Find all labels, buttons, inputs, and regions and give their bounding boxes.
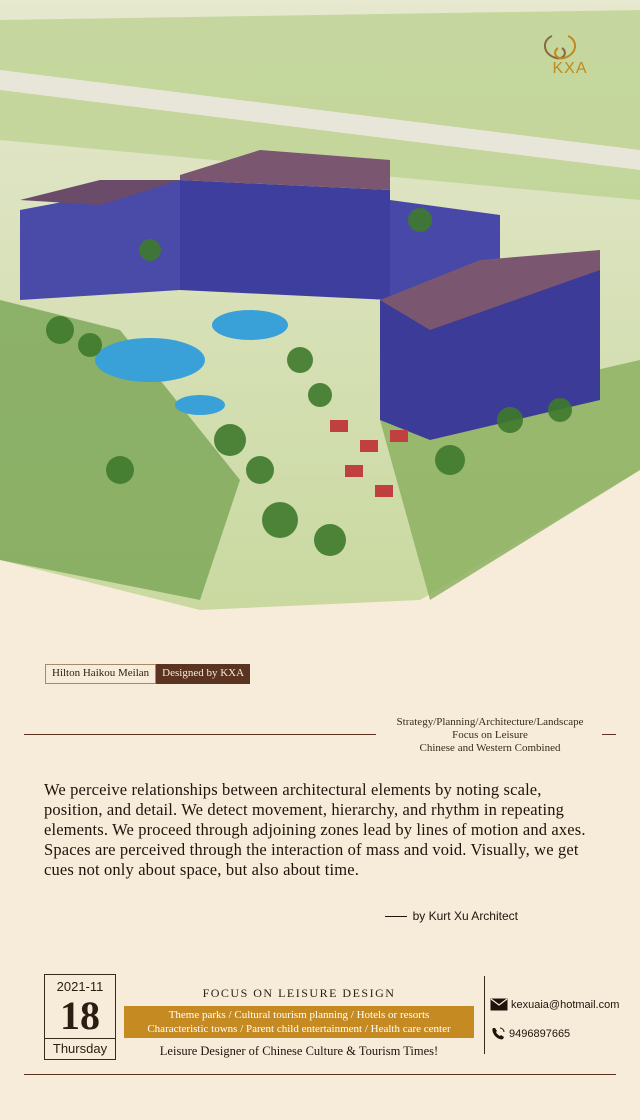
- services-line-2: Characteristic towns / Parent child entertainment / Health care center: [147, 1023, 451, 1035]
- strategy-line-1: Strategy/Planning/Architecture/Landscape: [396, 716, 584, 728]
- quote-text: We perceive relationships between architectural elements by noting scale, position, and detail. We detect movement, hierarchy, and rhythm in repeating elements. We proceed through adjoining zones lead by lines of motion and axes. Spaces are perceived through the interaction of mass and void. Visually, we get cues not only about space, but also about time.: [44, 780, 586, 879]
- bottom-divider: [24, 1074, 616, 1075]
- strategy-block: [370, 716, 610, 755]
- date-year-month: 2021-11: [56, 979, 104, 994]
- contact-divider: [484, 976, 485, 1054]
- focus-title: FOCUS ON LEISURE DESIGN: [202, 986, 396, 1000]
- phone-text: 9496897665: [509, 1028, 571, 1040]
- brand-logo: [540, 32, 600, 78]
- focus-services: [124, 1006, 474, 1038]
- date-day: 18: [60, 993, 100, 1038]
- logo-text: KXA: [552, 60, 588, 77]
- services-line-1: Theme parks / Cultural tourism planning / Hotels or resorts: [168, 1009, 430, 1021]
- quote-author: [385, 909, 518, 923]
- phone-contact[interactable]: [490, 1026, 570, 1042]
- envelope-icon: [490, 998, 508, 1011]
- author-name: by Kurt Xu Architect: [412, 909, 518, 923]
- project-name: Hilton Haikou Meilan: [45, 664, 156, 684]
- divider-left: [24, 734, 376, 735]
- project-caption: [45, 664, 250, 684]
- dash-line: [385, 916, 407, 917]
- focus-block: [124, 986, 474, 1059]
- focus-tagline: Leisure Designer of Chinese Culture & Tourism Times!: [159, 1044, 439, 1058]
- strategy-line-2: Focus on Leisure: [452, 729, 528, 741]
- phone-icon: [490, 1026, 506, 1042]
- date-weekday: Thursday: [45, 1038, 115, 1056]
- strategy-line-3: Chinese and Western Combined: [419, 742, 561, 754]
- date-card: [44, 974, 116, 1060]
- email-text: kexuaia@hotmail.com: [511, 998, 620, 1011]
- designer-label: Designed by KXA: [156, 664, 250, 684]
- email-contact[interactable]: [490, 998, 619, 1011]
